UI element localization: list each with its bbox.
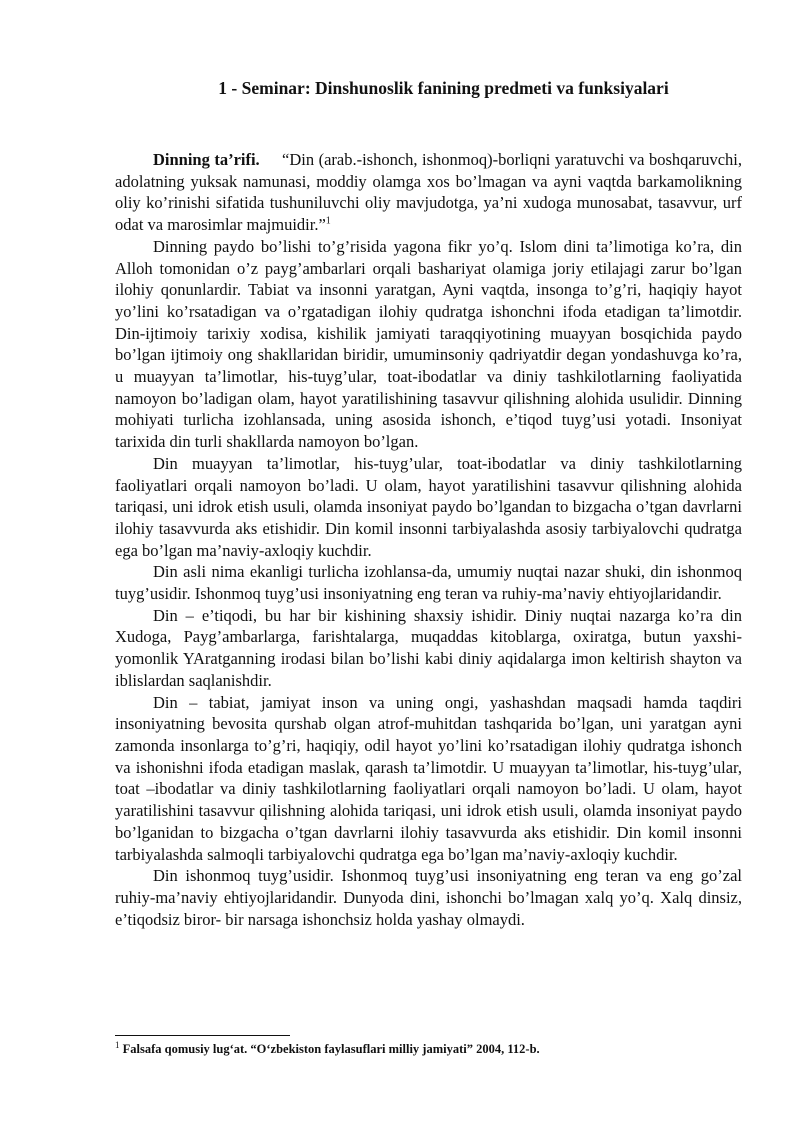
paragraph: Din muayyan ta’limotlar, his-tuyg’ular, toat-ibodatlar va diniy tashkilotlarning faoliyatlari orqali namoyon bo’ladi. U olam, hayot yaratilishini tasavvur qilishning alohida tariqasi, uni idrok etish usuli, olamda insoniyat paydo bo’lgandan to bizgacha o’tgan davrlarni ilohiy tasavvurda aks etishidir. Din komil insonni tarbiyalashda asosiy tarbiyalovchi qudratga ega bo’lgan ma’naviy-axloqiy kuchdir. bbox=[115, 453, 742, 560]
paragraph: Din asli nima ekanligi turlicha izohlansa-da, umumiy nuqtai nazar shuki, din ishonmoq tuyg’usidir. Ishonmoq tuyg’usi insoniyatning eng teran va ruhiy-ma’naviy ehtiyojlaridandir. bbox=[115, 562, 742, 604]
document-title: 1 - Seminar: Dinshunoslik fanining predmeti va funksiyalari bbox=[218, 78, 669, 98]
paragraph-definition bbox=[115, 149, 742, 236]
paragraph: Dinning paydo bo’lishi to’g’risida yagona fikr yo’q. Islom dini ta’limotiga ko’ra, din Alloh tomonidan o’z payg’ambarlari orqali bashariyat olamiga joriy etilajagi zarur bo’lgan ilohiy qonunlardir. Tabiat va insonni yaratgan, Ayni vaqtda, insonga to’g’ri, haqiqiy hayot yo’lini ko’rsatadigan va o’rgatadigan ilohiy qudratga ishonchni ifoda etadigan ta’limotdir. Din-ijtimoiy tarixiy xodisa, kishilik jamiyati taraqqiyotining muayyan bosqichida paydo bo’lgan ijtimoiy ong shakllaridan biridir, umuminsoniy qadriyatdir degan yondashuvga ko’ra, u muayyan ta’limotlar, his-tuyg’ular, toat-ibodatlar va diniy tashkilotlarning faoliyatida namoyon bo’ladigan olam, hayot yaratilishining tasavvur qilishning alohida usulidir. Dinning mohiyati turlicha izohlansada, uning asosida ishonch, e’tiqod tuyg’usi yotadi. Insoniyat tarixida din turli shakllarda namoyon bo’lgan. bbox=[115, 236, 742, 452]
document-page bbox=[115, 70, 742, 930]
footnote-separator bbox=[115, 1035, 290, 1036]
footnote-reference: 1 bbox=[325, 215, 331, 227]
footnote bbox=[115, 1041, 742, 1057]
paragraph-text: “Din (arab.-ishonch, ishonmoq)-borliqni yaratuvchi va boshqaruvchi, adolatning yuksak namunasi, moddiy olamga xos bo’lmagan va ayni vaqtda barkamolikning oliy ko’rinishi sifatida tushuniluvchi oliy mavjudotga, ya’ni xudoga munosabat, tasavvur, urf odat va marosimlar majmuidir.” bbox=[115, 150, 742, 235]
paragraph: Din – tabiat, jamiyat inson va uning ongi, yashashdan maqsadi hamda taqdiri insoniyatning bevosita qurshab olgan atrof-muhitdan tashqarida bo’lgan, uni yaratgan ayni zamonda insonlarga to’g’ri, haqiqiy, odil hayot yo’lini ko’rsatadigan ilohiy qudratga ishonch va ishonishni ifoda etadigan maslak, qarash ta’limotdir. U muayyan ta’limotlar, his-tuyg’ular, toat –ibodatlar va diniy tashkilotlarning faoliyatlari orqali namoyon bo’ladi. U olam, hayot yaratilishini tasavvur qilishning alohida tariqasi, uni idrok etish usuli, olamda insoniyat paydo bo’lganidan to bizgacha o’tgan davrlarni ilohiy tasavvurda aks etishidir. Din komil insonni tarbiyalashda salmoqli tarbiyalovchi qudratga ega bo’lgan ma’naviy-axloqiy kuchdir. bbox=[115, 692, 742, 864]
footnote-mark: 1 bbox=[115, 1039, 120, 1050]
paragraph: Din – e’tiqodi, bu har bir kishining shaxsiy ishidir. Diniy nuqtai nazarga ko’ra din Xudoga, Payg’ambarlarga, farishtalarga, muqaddas kitoblarga, oxiratga, butun yaxshi- yomonlik YAratganning irodasi bilan bo’lishi kabi diniy aqidalarga imon keltirish shayton va iblislardan saqlanishdir. bbox=[115, 605, 742, 690]
paragraph: Din ishonmoq tuyg’usidir. Ishonmoq tuyg’usi insoniyatning eng teran va eng go’zal ruhiy-ma’naviy ehtiyojlaridandir. Dunyoda dini, ishonchi bo’lmagan xalq yo’q. Xalq dinsiz, e’tiqodsiz biror- bir narsaga ishonchsiz holda yashay olmaydi. bbox=[115, 866, 742, 929]
document-body bbox=[115, 149, 742, 930]
paragraph-lead: Dinning ta’rifi. bbox=[153, 150, 260, 169]
footnote-text: Falsafa qomusiy lug‘at. “O‘zbekiston faylasuflari milliy jamiyati” 2004, 112-b. bbox=[122, 1042, 540, 1056]
